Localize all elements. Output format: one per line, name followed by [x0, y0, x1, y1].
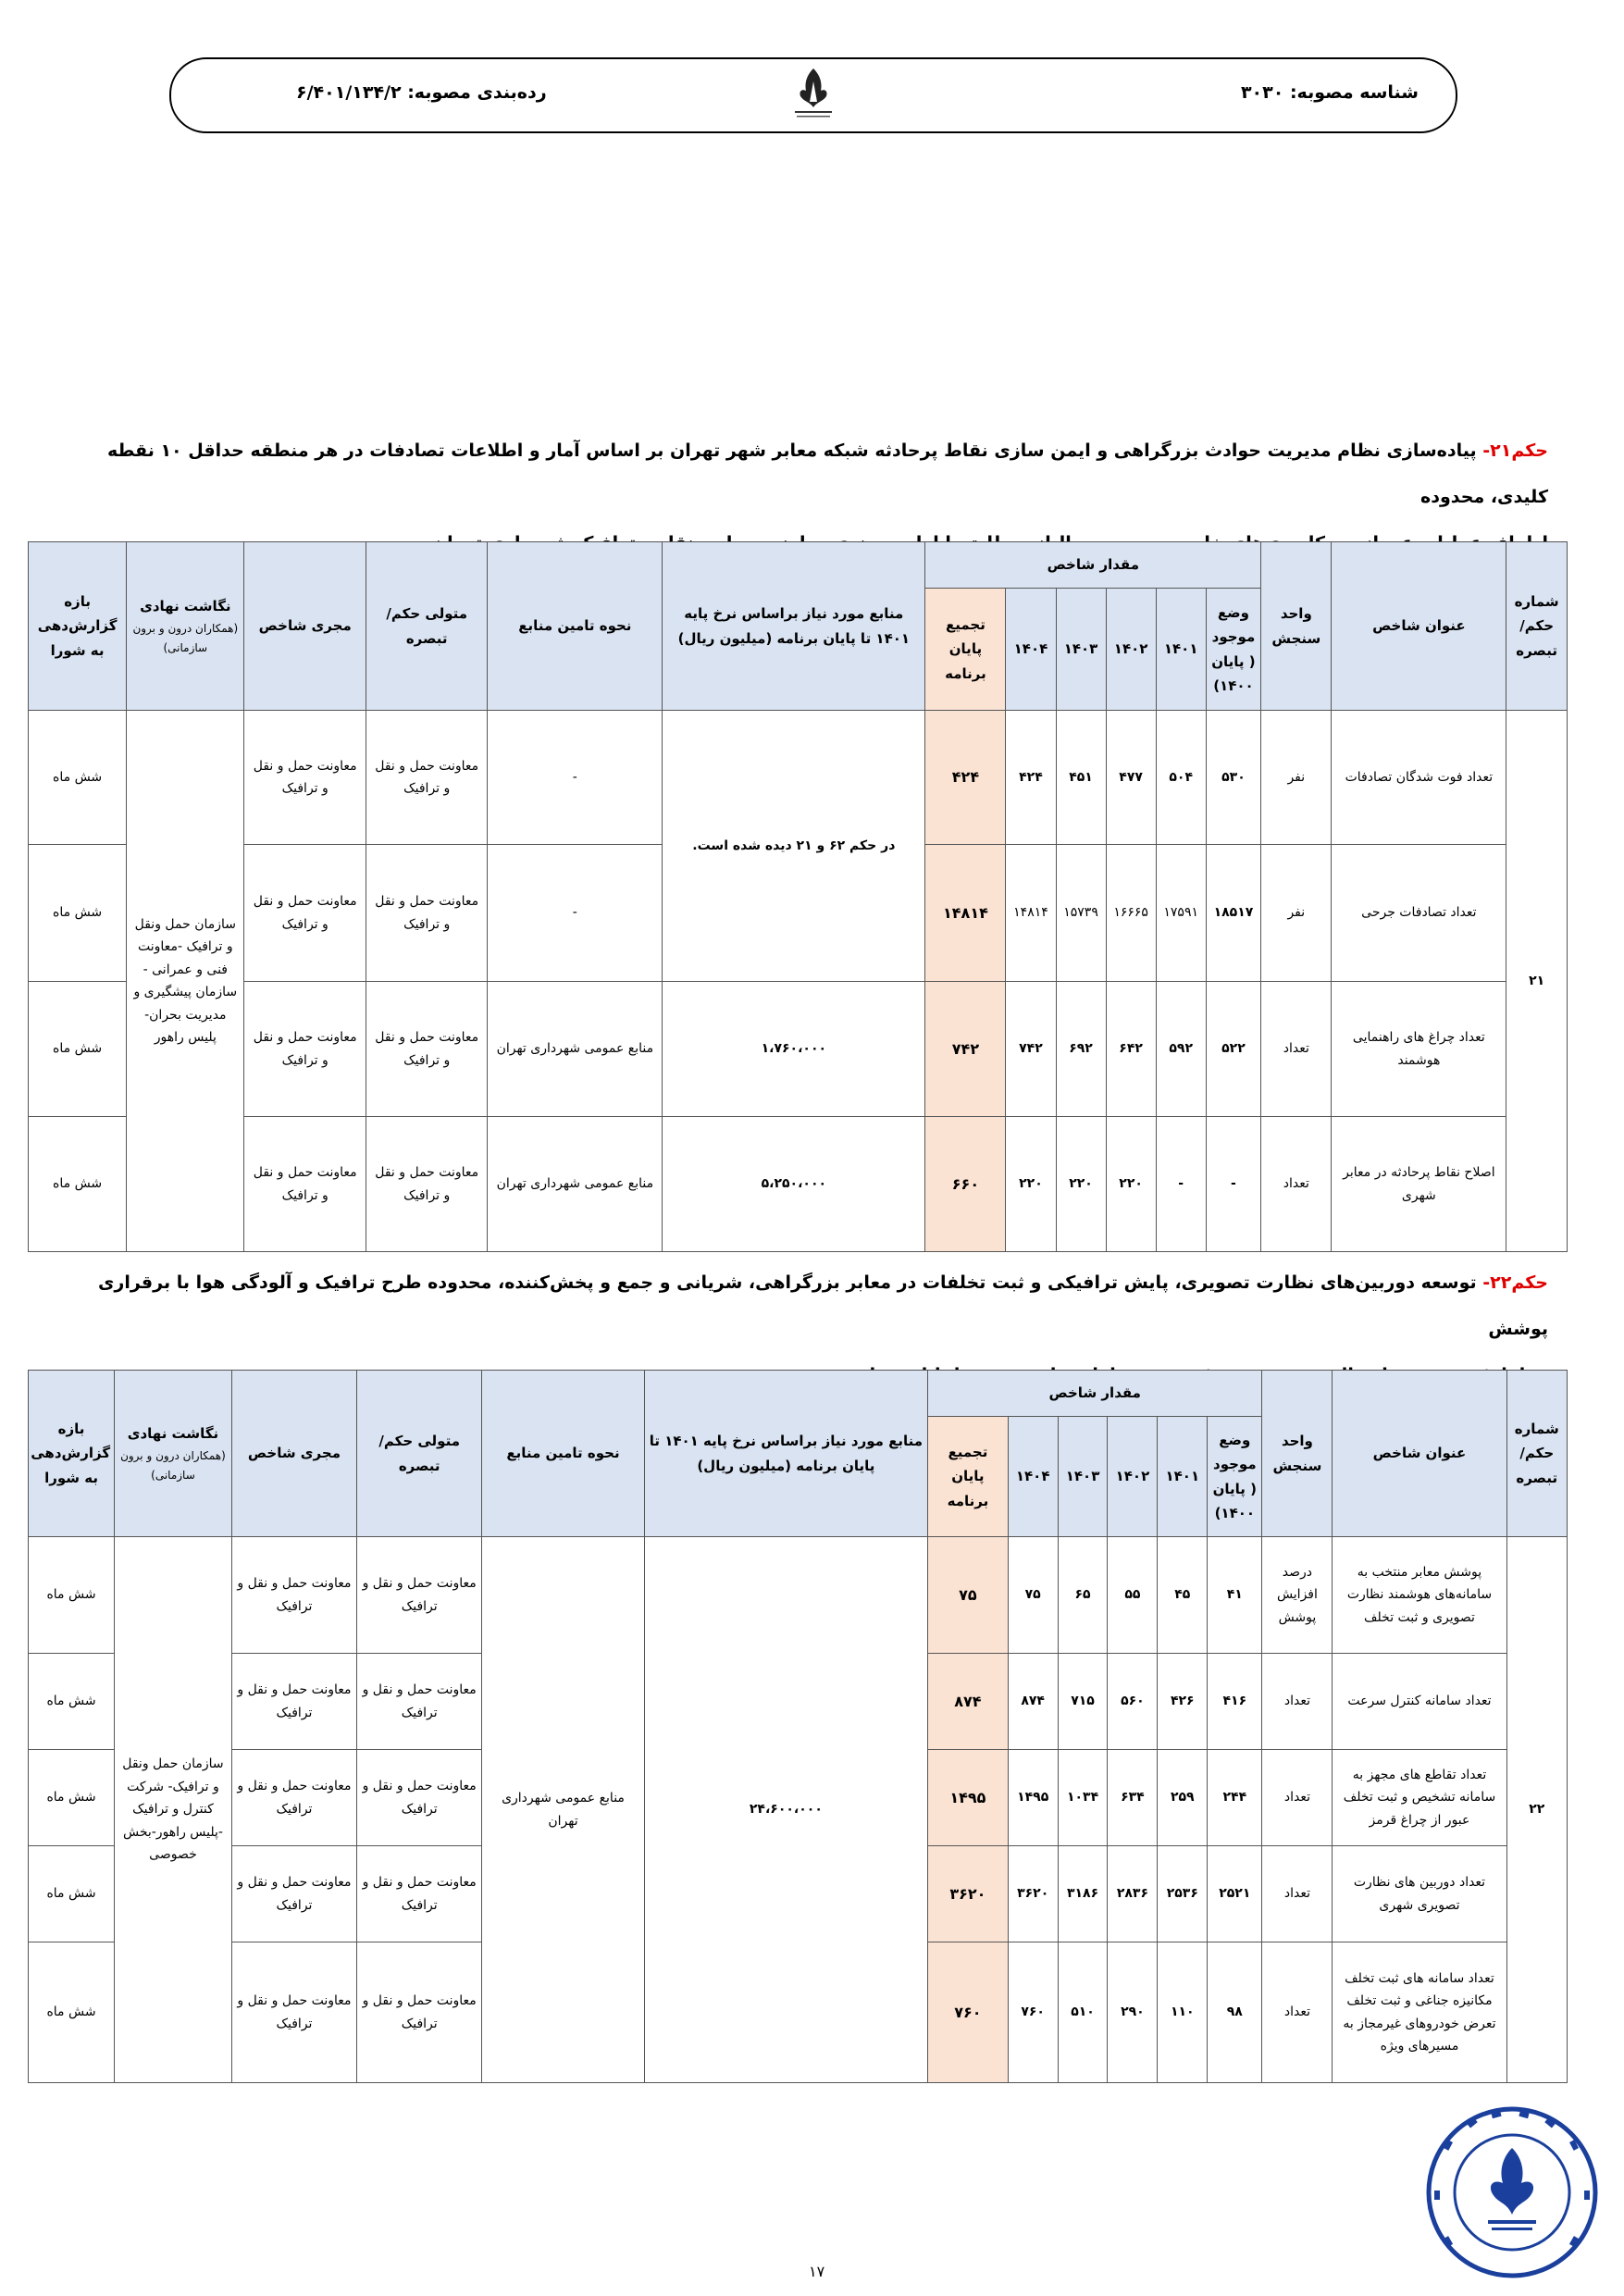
- current-value: ۴۱۶: [1208, 1654, 1262, 1750]
- report-period: شش ماه: [29, 982, 127, 1117]
- executor: معاونت حمل و نقل و ترافیک: [244, 982, 366, 1117]
- funding: منابع عمومی شهرداری تهران: [488, 982, 663, 1117]
- value-1401: ۲۵۹: [1158, 1750, 1208, 1846]
- indicator-title: تعداد تصادفات جرحی: [1332, 845, 1506, 982]
- indicator-title: تعداد چراغ های راهنمایی هوشمند: [1332, 982, 1506, 1117]
- total-value: ۸۷۴: [928, 1654, 1009, 1750]
- page-number: ۱۷: [809, 2263, 825, 2280]
- value-1401: ۲۵۳۶: [1158, 1846, 1208, 1942]
- executor: معاونت حمل و نقل و ترافیک: [244, 711, 366, 845]
- total-value: ۷۴۲: [925, 982, 1006, 1117]
- unit: تعداد: [1261, 1117, 1332, 1252]
- unit: تعداد: [1262, 1654, 1333, 1750]
- th-1401: ۱۴۰۱: [1156, 589, 1206, 711]
- th-resources: منابع مورد نیاز براساس نرخ پایه ۱۴۰۱ تا پایان برنامه (میلیون ریال): [663, 542, 925, 711]
- th-custodian: متولی حکم/تبصره: [366, 542, 488, 711]
- rule22-label: حکم۲۲-: [1482, 1272, 1548, 1293]
- value-1402: ۶۴۲: [1106, 982, 1156, 1117]
- executor: معاونت حمل و نقل و ترافیک: [244, 1117, 366, 1252]
- value-1403: ۲۲۰: [1056, 1117, 1106, 1252]
- value-1403: ۴۵۱: [1056, 711, 1106, 845]
- indicator-title: اصلاح نقاط پرحادثه در معابر شهری: [1332, 1117, 1506, 1252]
- th-1404: ۱۴۰۴: [1008, 1417, 1058, 1537]
- value-1401: ۴۲۶: [1158, 1654, 1208, 1750]
- resources-value: ۱،۷۶۰،۰۰۰: [663, 982, 925, 1117]
- th-current: وضع موجود ( پایان ۱۴۰۰): [1208, 1417, 1262, 1537]
- executor: معاونت حمل و نقل و ترافیک: [231, 1537, 356, 1654]
- th-1402: ۱۴۰۲: [1106, 589, 1156, 711]
- funding: -: [488, 845, 663, 982]
- value-1404: ۲۲۰: [1006, 1117, 1056, 1252]
- unit: تعداد: [1262, 1846, 1333, 1942]
- value-1401: ۴۵: [1158, 1537, 1208, 1654]
- value-1402: ۴۷۷: [1106, 711, 1156, 845]
- report-period: شش ماه: [29, 1654, 115, 1750]
- th-inst-map-title: نگاشت نهادی: [140, 598, 231, 615]
- approval-id: شناسه مصوبه: ۳۰۳۰: [1240, 82, 1419, 103]
- council-logo-icon: [786, 65, 841, 131]
- custodian: معاونت حمل و نقل و ترافیک: [357, 1537, 482, 1654]
- rule22-text-line1: توسعه دوربین‌های نظارت تصویری، پایش ترافیکی و ثبت تخلفات در معابر بزرگراهی، شریانی و جمع و پخش‌کننده، محدوده طرح ترافیک و آلودگی هوا با برقراری پوشش: [98, 1272, 1548, 1339]
- report-period: شش ماه: [29, 845, 127, 982]
- table-row: [29, 982, 1568, 1117]
- table-row: [29, 1537, 1568, 1654]
- total-value: ۱۴۹۵: [928, 1750, 1009, 1846]
- value-1403: ۵۱۰: [1058, 1942, 1108, 2083]
- council-stamp-icon: [1423, 2104, 1601, 2285]
- custodian: معاونت حمل و نقل و ترافیک: [357, 1750, 482, 1846]
- report-period: شش ماه: [29, 1942, 115, 2083]
- rule-no-cell: ۲۱: [1506, 711, 1568, 1252]
- custodian: معاونت حمل و نقل و ترافیک: [357, 1654, 482, 1750]
- table-row: [29, 711, 1568, 845]
- th-inst-map-sub: (همکاران درون و برون سازمانی): [132, 621, 239, 654]
- total-value: ۳۶۲۰: [928, 1846, 1009, 1942]
- th-1403: ۱۴۰۳: [1058, 1417, 1108, 1537]
- th-inst-map: [127, 542, 244, 711]
- current-value: ۴۱: [1208, 1537, 1262, 1654]
- th-report-period: بازه گزارش‌دهی به شورا: [29, 542, 127, 711]
- custodian: معاونت حمل و نقل و ترافیک: [366, 845, 488, 982]
- funding: -: [488, 711, 663, 845]
- rule22-table: [28, 1370, 1568, 2083]
- current-value: ۵۲۲: [1206, 982, 1260, 1117]
- th-1404: ۱۴۰۴: [1006, 589, 1056, 711]
- th-total: تجمیع پایان برنامه: [928, 1417, 1009, 1537]
- rule21-line1: [68, 428, 1548, 520]
- value-1404: ۱۴۹۵: [1008, 1750, 1058, 1846]
- inst-map-cell: سازمان حمل ونقل و ترافیک- شرکت کنترل و ترافیک -پلیس راهور-بخش خصوصی: [115, 1537, 232, 2083]
- th-rule-no: شماره حکم/ تبصره: [1506, 1371, 1568, 1537]
- unit: درصد افزایش پوشش: [1262, 1537, 1333, 1654]
- value-1404: ۷۶۰: [1008, 1942, 1058, 2083]
- report-period: شش ماه: [29, 1537, 115, 1654]
- executor: معاونت حمل و نقل و ترافیک: [231, 1846, 356, 1942]
- value-1403: ۶۹۲: [1056, 982, 1106, 1117]
- resources-value: ۵،۲۵۰،۰۰۰: [663, 1117, 925, 1252]
- indicator-title: تعداد سامانه کنترل سرعت: [1333, 1654, 1506, 1750]
- total-value: ۷۵: [928, 1537, 1009, 1654]
- table-row: [29, 1117, 1568, 1252]
- th-1402: ۱۴۰۲: [1108, 1417, 1158, 1537]
- value-1403: ۱۰۳۴: [1058, 1750, 1108, 1846]
- th-inst-map: [115, 1371, 232, 1537]
- th-1401: ۱۴۰۱: [1158, 1417, 1208, 1537]
- th-unit: واحد سنجش: [1261, 542, 1332, 711]
- current-value: ۲۴۴: [1208, 1750, 1262, 1846]
- indicator-title: تعداد سامانه های ثبت تخلف مکانیزه جناغی و ثبت تخلف تعرض خودروهای غیرمجاز به مسیرهای ویژه: [1333, 1942, 1506, 2083]
- value-1401: ۱۷۵۹۱: [1156, 845, 1206, 982]
- custodian: معاونت حمل و نقل و ترافیک: [366, 711, 488, 845]
- value-1401: ۱۱۰: [1158, 1942, 1208, 2083]
- th-unit: واحد سنجش: [1262, 1371, 1333, 1537]
- classification: رده‌بندی مصوبه: ۶/۴۰۱/۱۳۴/۲: [296, 82, 547, 103]
- th-indicator-value: مقدار شاخص: [925, 542, 1261, 589]
- value-1404: ۱۴۸۱۴: [1006, 845, 1056, 982]
- indicator-title: تعداد تقاطع های مجهز به سامانه تشخیص و ثبت تخلف عبور از چراغ قرمز: [1333, 1750, 1506, 1846]
- th-inst-map-sub: (همکاران درون و برون سازمانی): [120, 1448, 226, 1482]
- executor: معاونت حمل و نقل و ترافیک: [231, 1750, 356, 1846]
- value-1404: ۳۶۲۰: [1008, 1846, 1058, 1942]
- rule21-table: [28, 541, 1568, 1252]
- value-1402: ۲۹۰: [1108, 1942, 1158, 2083]
- report-period: شش ماه: [29, 1846, 115, 1942]
- value-1403: ۷۱۵: [1058, 1654, 1108, 1750]
- value-1401: ۵۹۲: [1156, 982, 1206, 1117]
- value-1402: ۵۵: [1108, 1537, 1158, 1654]
- unit: نفر: [1261, 845, 1332, 982]
- current-value: ۱۸۵۱۷: [1206, 845, 1260, 982]
- unit: تعداد: [1262, 1750, 1333, 1846]
- rule22-line1: [68, 1260, 1548, 1352]
- custodian: معاونت حمل و نقل و ترافیک: [357, 1942, 482, 2083]
- th-report-period: بازه گزارش‌دهی به شورا: [29, 1371, 115, 1537]
- executor: معاونت حمل و نقل و ترافیک: [231, 1654, 356, 1750]
- th-1403: ۱۴۰۳: [1056, 589, 1106, 711]
- th-inst-map-title: نگاشت نهادی: [127, 1425, 219, 1443]
- th-total: تجمیع پایان برنامه: [925, 589, 1006, 711]
- value-1404: ۷۴۲: [1006, 982, 1056, 1117]
- report-period: شش ماه: [29, 1117, 127, 1252]
- custodian: معاونت حمل و نقل و ترافیک: [366, 1117, 488, 1252]
- value-1402: ۲۸۳۶: [1108, 1846, 1158, 1942]
- th-indicator-title: عنوان شاخص: [1332, 542, 1506, 711]
- unit: تعداد: [1262, 1942, 1333, 2083]
- report-period: شش ماه: [29, 711, 127, 845]
- funding-cell: منابع عمومی شهرداری تهران: [482, 1537, 644, 2083]
- report-period: شش ماه: [29, 1750, 115, 1846]
- funding: منابع عمومی شهرداری تهران: [488, 1117, 663, 1252]
- th-funding: نحوه تامین منابع: [482, 1371, 644, 1537]
- th-executor: مجری شاخص: [231, 1371, 356, 1537]
- value-1401: -: [1156, 1117, 1206, 1252]
- th-executor: مجری شاخص: [244, 542, 366, 711]
- total-value: ۱۴۸۱۴: [925, 845, 1006, 982]
- indicator-title: تعداد دوربین های نظارت تصویری شهری: [1333, 1846, 1506, 1942]
- rule-no-cell: ۲۲: [1506, 1537, 1568, 2083]
- th-indicator-title: عنوان شاخص: [1333, 1371, 1506, 1537]
- value-1401: ۵۰۴: [1156, 711, 1206, 845]
- inst-map-cell: سازمان حمل ونقل و ترافیک -معاونت فنی و عمرانی - سازمان پیشگیری و مدیریت بحران- پلیس راهور: [127, 711, 244, 1252]
- indicator-title: پوشش معابر منتخب به سامانه‌های هوشمند نظارت تصویری و ثبت تخلف: [1333, 1537, 1506, 1654]
- resources-cell: در حکم ۶۲ و ۲۱ دیده شده است.: [663, 711, 925, 982]
- th-current: وضع موجود ( پایان ۱۴۰۰): [1206, 589, 1260, 711]
- current-value: -: [1206, 1117, 1260, 1252]
- current-value: ۲۵۲۱: [1208, 1846, 1262, 1942]
- current-value: ۹۸: [1208, 1942, 1262, 2083]
- unit: نفر: [1261, 711, 1332, 845]
- rule21-text-line1: پیاده‌سازی نظام مدیریت حوادث بزرگراهی و ایمن سازی نقاط پرحادثه شبکه معابر شهر تهران بر اساس آمار و اطلاعات تصادفات در هر منطقه حداقل ۱۰ نقطه کلیدی، محدوده: [106, 441, 1548, 507]
- th-resources: منابع مورد نیاز براساس نرخ پایه ۱۴۰۱ تا پایان برنامه (میلیون ریال): [644, 1371, 927, 1537]
- rule21-label: حکم۲۱-: [1482, 441, 1548, 461]
- th-indicator-value: مقدار شاخص: [928, 1371, 1262, 1417]
- executor: معاونت حمل و نقل و ترافیک: [231, 1942, 356, 2083]
- resources-cell: ۲۴،۶۰۰،۰۰۰: [644, 1537, 927, 2083]
- total-value: ۴۲۴: [925, 711, 1006, 845]
- total-value: ۷۶۰: [928, 1942, 1009, 2083]
- document-header: [169, 57, 1457, 133]
- indicator-title: تعداد فوت شدگان تصادفات: [1332, 711, 1506, 845]
- value-1403: ۳۱۸۶: [1058, 1846, 1108, 1942]
- custodian: معاونت حمل و نقل و ترافیک: [366, 982, 488, 1117]
- value-1403: ۶۵: [1058, 1537, 1108, 1654]
- value-1402: ۱۶۶۶۵: [1106, 845, 1156, 982]
- value-1404: ۴۲۴: [1006, 711, 1056, 845]
- executor: معاونت حمل و نقل و ترافیک: [244, 845, 366, 982]
- value-1404: ۷۵: [1008, 1537, 1058, 1654]
- unit: تعداد: [1261, 982, 1332, 1117]
- value-1402: ۶۳۴: [1108, 1750, 1158, 1846]
- total-value: ۶۶۰: [925, 1117, 1006, 1252]
- value-1404: ۸۷۴: [1008, 1654, 1058, 1750]
- value-1402: ۵۶۰: [1108, 1654, 1158, 1750]
- th-custodian: متولی حکم/تبصره: [357, 1371, 482, 1537]
- th-funding: نحوه تامین منابع: [488, 542, 663, 711]
- th-rule-no: شماره حکم/ تبصره: [1506, 542, 1568, 711]
- current-value: ۵۳۰: [1206, 711, 1260, 845]
- value-1402: ۲۲۰: [1106, 1117, 1156, 1252]
- custodian: معاونت حمل و نقل و ترافیک: [357, 1846, 482, 1942]
- value-1403: ۱۵۷۳۹: [1056, 845, 1106, 982]
